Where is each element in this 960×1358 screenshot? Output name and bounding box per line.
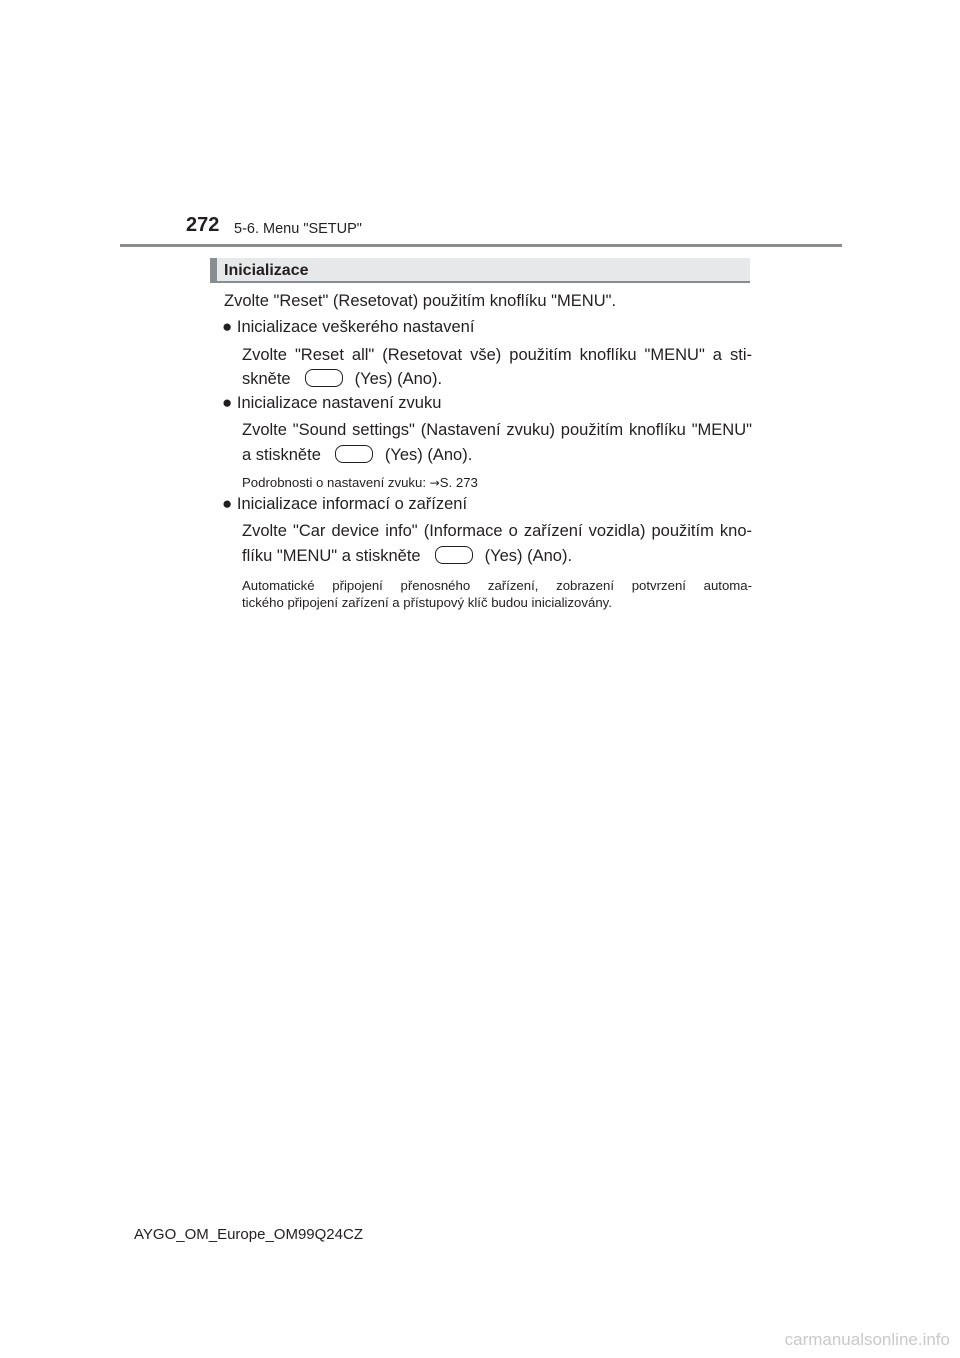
header-divider (120, 244, 842, 247)
list-item-2-title (222, 393, 441, 413)
list-item-2-body-line2: a stiskněte (Yes) (Ano). (242, 446, 473, 464)
list-item-1-body-line2: skněte (Yes) (Ano). (242, 370, 443, 388)
arrow-right-icon: → (429, 476, 440, 490)
bullet-icon: ● (222, 317, 233, 336)
list-item-2-body: Zvolte "Sound settings" (Nastavení zvuku) použitím knoflíku "MENU" (242, 421, 752, 439)
item-title: Inicializace nastavení zvuku (236, 394, 442, 412)
intro-text: Zvolte "Reset" (Resetovat) použitím knoflíku "MENU". (224, 292, 617, 310)
page-number: 272 (186, 214, 220, 236)
item-title: Inicializace informací o zařízení (236, 495, 468, 513)
list-item-3-note-line1: Automatické připojení přenosného zařízení, zobrazení potvrzení automa- (242, 578, 752, 593)
enter-dial-button-icon (435, 546, 473, 564)
enter-dial-button-icon (335, 445, 373, 463)
list-item-3-title (222, 494, 467, 514)
list-item-3-body-line2: flíku "MENU" a stiskněte (Yes) (Ano). (242, 547, 573, 565)
list-item-3-note-line2: tického připojení zařízení a přístupový klíč budou inicializovány. (242, 595, 612, 610)
list-item-1-title (222, 317, 474, 337)
document-code: AYGO_OM_Europe_OM99Q24CZ (134, 1226, 363, 1243)
list-item-3-body: Zvolte "Car device info" (Informace o zařízení vozidla) použitím kno- (242, 522, 752, 540)
bullet-icon: ● (222, 393, 233, 412)
bullet-icon: ● (222, 494, 233, 513)
section-heading: Inicializace (224, 262, 309, 279)
section-title: 5-6. Menu "SETUP" (234, 221, 362, 237)
item-title: Inicializace veškerého nastavení (236, 318, 475, 336)
page-reference-link[interactable]: S. 273 (439, 475, 478, 490)
list-item-1-body: Zvolte "Reset all" (Resetovat vše) použitím knoflíku "MENU" a sti- (242, 346, 752, 364)
watermark: carmanualsonline.info (784, 1330, 950, 1349)
enter-dial-button-icon (305, 369, 343, 387)
list-item-2-note: Podrobnosti o nastavení zvuku: →S. 273 (242, 475, 478, 490)
